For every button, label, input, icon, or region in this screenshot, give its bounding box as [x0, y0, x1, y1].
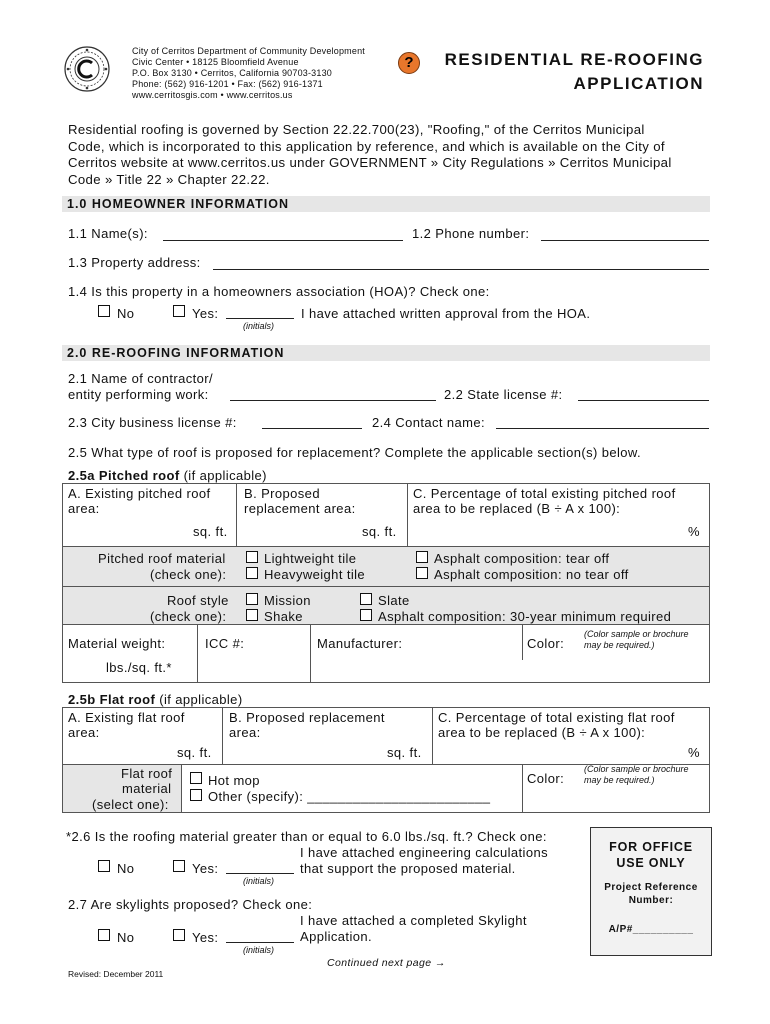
state-license-field[interactable] [578, 400, 709, 401]
q26-statement: that support the proposed material. [300, 861, 516, 876]
flat-proposed-area-unit[interactable]: sq. ft. [387, 745, 422, 760]
table-rule [407, 483, 408, 546]
initials-caption: (initials) [243, 321, 275, 331]
flat-color-note: may be required.) [584, 775, 655, 785]
pitched-colC-header: C. Percentage of total existing pitched roof [413, 486, 676, 501]
business-license-label: 2.3 City business license #: [68, 415, 237, 430]
pitched-heading-bold: 2.5a Pitched roof [68, 468, 180, 483]
contact-field[interactable] [496, 428, 709, 429]
q27-yes-label: Yes: [192, 930, 219, 945]
initials-caption: (initials) [243, 945, 275, 955]
flat-percentage-unit[interactable]: % [688, 745, 700, 760]
pitched-heading-note: (if applicable) [179, 468, 267, 483]
roof-type-question: 2.5 What type of roof is proposed for replacement? Complete the applicable section(s) below. [68, 445, 641, 460]
phone-label: 1.2 Phone number: [412, 226, 530, 241]
table-rule [62, 586, 710, 587]
asphalt-30yr-checkbox[interactable] [360, 609, 372, 621]
pitched-material-label: (check one): [150, 567, 227, 582]
q26-yes-checkbox[interactable] [173, 860, 185, 872]
asphalt-notearoff-label: Asphalt composition: no tear off [434, 567, 629, 582]
flat-roof-heading [68, 692, 243, 707]
section-1-heading: 1.0 HOMEOWNER INFORMATION [62, 196, 710, 212]
table-rule [197, 624, 198, 683]
material-weight-label: Material weight: [68, 636, 166, 651]
table-rule [432, 707, 433, 764]
heavyweight-tile-checkbox[interactable] [246, 567, 258, 579]
pitched-existing-area-unit[interactable]: sq. ft. [193, 524, 228, 539]
q27-no-checkbox[interactable] [98, 929, 110, 941]
intro-line: Residential roofing is governed by Section 22.22.700(23), "Roofing," of the Cerritos Municipal [68, 122, 645, 137]
help-icon[interactable] [398, 52, 420, 74]
manufacturer-label: Manufacturer: [317, 636, 403, 651]
q27-initials-field[interactable] [226, 942, 294, 943]
flat-color-note: (Color sample or brochure [584, 764, 689, 774]
flat-colB-header: B. Proposed replacement [229, 710, 385, 725]
q27-no-label: No [117, 930, 135, 945]
other-material-checkbox[interactable] [190, 789, 202, 801]
address-label: 1.3 Property address: [68, 255, 201, 270]
names-field[interactable] [163, 240, 403, 241]
flat-color-label: Color: [527, 771, 565, 786]
shake-checkbox[interactable] [246, 609, 258, 621]
flat-material-label: material [122, 781, 172, 796]
flat-colB-header: area: [229, 725, 261, 740]
office-use-box [590, 827, 712, 956]
table-rule [522, 764, 523, 813]
department-address-block [132, 46, 365, 101]
address-field[interactable] [213, 269, 709, 270]
intro-paragraph [68, 122, 672, 188]
hoa-statement: I have attached written approval from the HOA. [301, 306, 591, 321]
dept-line: City of Cerritos Department of Community Development [132, 46, 365, 56]
revised-date: Revised: December 2011 [68, 969, 164, 979]
heavyweight-tile-label: Heavyweight tile [264, 567, 366, 582]
city-seal-logo [64, 46, 110, 92]
dept-line: Phone: (562) 916-1201 • Fax: (562) 916-1371 [132, 79, 323, 89]
question-2-7: 2.7 Are skylights proposed? Check one: [68, 897, 313, 912]
flat-heading-bold: 2.5b Flat roof [68, 692, 156, 707]
shake-label: Shake [264, 609, 303, 624]
contractor-label: entity performing work: [68, 387, 209, 402]
roof-style-label: (check one): [150, 609, 227, 624]
intro-line: Cerritos website at www.cerritos.us under GOVERNMENT » City Regulations » Cerritos Municipal [68, 155, 672, 170]
q26-initials-field[interactable] [226, 873, 294, 874]
hoa-initials-field[interactable] [226, 318, 294, 319]
slate-checkbox[interactable] [360, 593, 372, 605]
color-note: (Color sample or brochure [584, 629, 689, 639]
initials-caption: (initials) [243, 876, 275, 886]
intro-line: Code » Title 22 » Chapter 22.22. [68, 171, 270, 187]
office-title-line: FOR OFFICE [609, 840, 693, 854]
other-material-label: Other (specify): ________________________ [208, 789, 491, 804]
flat-heading-note: (if applicable) [155, 692, 243, 707]
phone-field[interactable] [541, 240, 709, 241]
flat-material-label: Flat roof [121, 766, 173, 781]
mission-label: Mission [264, 593, 311, 608]
hoa-question: 1.4 Is this property in a homeowners association (HOA)? Check one: [68, 284, 490, 299]
table-rule [62, 624, 710, 625]
pitched-colA-header: A. Existing pitched roof [68, 486, 211, 501]
weight-unit[interactable]: lbs./sq. ft.* [106, 660, 172, 675]
q27-statement: I have attached a completed Skylight [300, 913, 527, 928]
asphalt-30yr-label: Asphalt composition: 30-year minimum required [378, 609, 672, 624]
ref-line: Project Reference [604, 882, 698, 893]
hoa-yes-checkbox[interactable] [173, 305, 185, 317]
dept-line: P.O. Box 3130 • Cerritos, California 90703-3130 [132, 68, 332, 78]
project-reference-label [591, 881, 711, 907]
dept-line: www.cerritosgis.com • www.cerritos.us [132, 90, 293, 100]
help-icon-glyph: ? [404, 54, 414, 71]
q27-statement: Application. [300, 929, 373, 944]
flat-existing-area-unit[interactable]: sq. ft. [177, 745, 212, 760]
intro-line: Code, which is incorporated to this application by reference, and which is available on the City of [68, 138, 665, 154]
flat-colC-header: C. Percentage of total existing flat roof [438, 710, 675, 725]
q26-statement: I have attached engineering calculations [300, 845, 548, 860]
pitched-proposed-area-unit[interactable]: sq. ft. [362, 524, 397, 539]
table-rule [236, 483, 237, 546]
dept-line: Civic Center • 18125 Bloomfield Avenue [132, 57, 299, 67]
page-title [445, 48, 704, 96]
contractor-label: 2.1 Name of contractor/ [68, 371, 214, 386]
color-label: Color: [527, 636, 565, 651]
state-license-label: 2.2 State license #: [444, 387, 563, 402]
pitched-material-label: Pitched roof material [98, 551, 226, 566]
flat-colA-header: area: [68, 725, 100, 740]
hoa-no-checkbox[interactable] [98, 305, 110, 317]
contact-label: 2.4 Contact name: [372, 415, 486, 430]
table-rule [62, 546, 710, 547]
q27-yes-checkbox[interactable] [173, 929, 185, 941]
slate-label: Slate [378, 593, 410, 608]
section-2-heading: 2.0 RE-ROOFING INFORMATION [62, 345, 710, 361]
roof-style-label: Roof style [167, 593, 229, 608]
flat-colC-header: area to be replaced (B ÷ A x 100): [438, 725, 646, 740]
title-line: APPLICATION [573, 74, 704, 93]
flat-material-label: (select one): [92, 797, 169, 812]
pitched-colB-header: replacement area: [244, 501, 356, 516]
color-note: may be required.) [584, 640, 655, 650]
table-rule [222, 707, 223, 764]
asphalt-tearoff-checkbox[interactable] [416, 551, 428, 563]
asphalt-notearoff-checkbox[interactable] [416, 567, 428, 579]
table-rule [181, 764, 182, 813]
ap-number-field[interactable]: A/P#__________ [608, 924, 694, 935]
pitched-colA-header: area: [68, 501, 100, 516]
office-use-title [591, 839, 711, 871]
lightweight-tile-label: Lightweight tile [264, 551, 357, 566]
table-rule [310, 624, 311, 683]
names-label: 1.1 Name(s): [68, 226, 148, 241]
hoa-yes-label: Yes: [192, 306, 219, 321]
office-title-line: USE ONLY [616, 856, 686, 870]
q26-no-checkbox[interactable] [98, 860, 110, 872]
pitched-roof-heading [68, 468, 267, 483]
business-license-field[interactable] [262, 428, 362, 429]
hot-mop-checkbox[interactable] [190, 772, 202, 784]
hoa-no-label: No [117, 306, 135, 321]
title-line: RESIDENTIAL RE-ROOFING [444, 50, 704, 69]
flat-colA-header: A. Existing flat roof [68, 710, 185, 725]
q26-yes-label: Yes: [192, 861, 219, 876]
asphalt-tearoff-label: Asphalt composition: tear off [434, 551, 610, 566]
question-2-6: *2.6 Is the roofing material greater than or equal to 6.0 lbs./sq. ft.? Check one: [66, 829, 547, 844]
q26-no-label: No [117, 861, 135, 876]
ref-line: Number: [628, 895, 674, 906]
hot-mop-label: Hot mop [208, 773, 260, 788]
table-rule [522, 624, 523, 660]
icc-label: ICC #: [205, 636, 245, 651]
pitched-colB-header: B. Proposed [244, 486, 320, 501]
continued-next-page: Continued next page → [327, 957, 446, 969]
pitched-percentage-unit[interactable]: % [688, 524, 700, 539]
contractor-field[interactable] [230, 400, 436, 401]
pitched-colC-header: area to be replaced (B ÷ A x 100): [413, 501, 621, 516]
mission-checkbox[interactable] [246, 593, 258, 605]
lightweight-tile-checkbox[interactable] [246, 551, 258, 563]
